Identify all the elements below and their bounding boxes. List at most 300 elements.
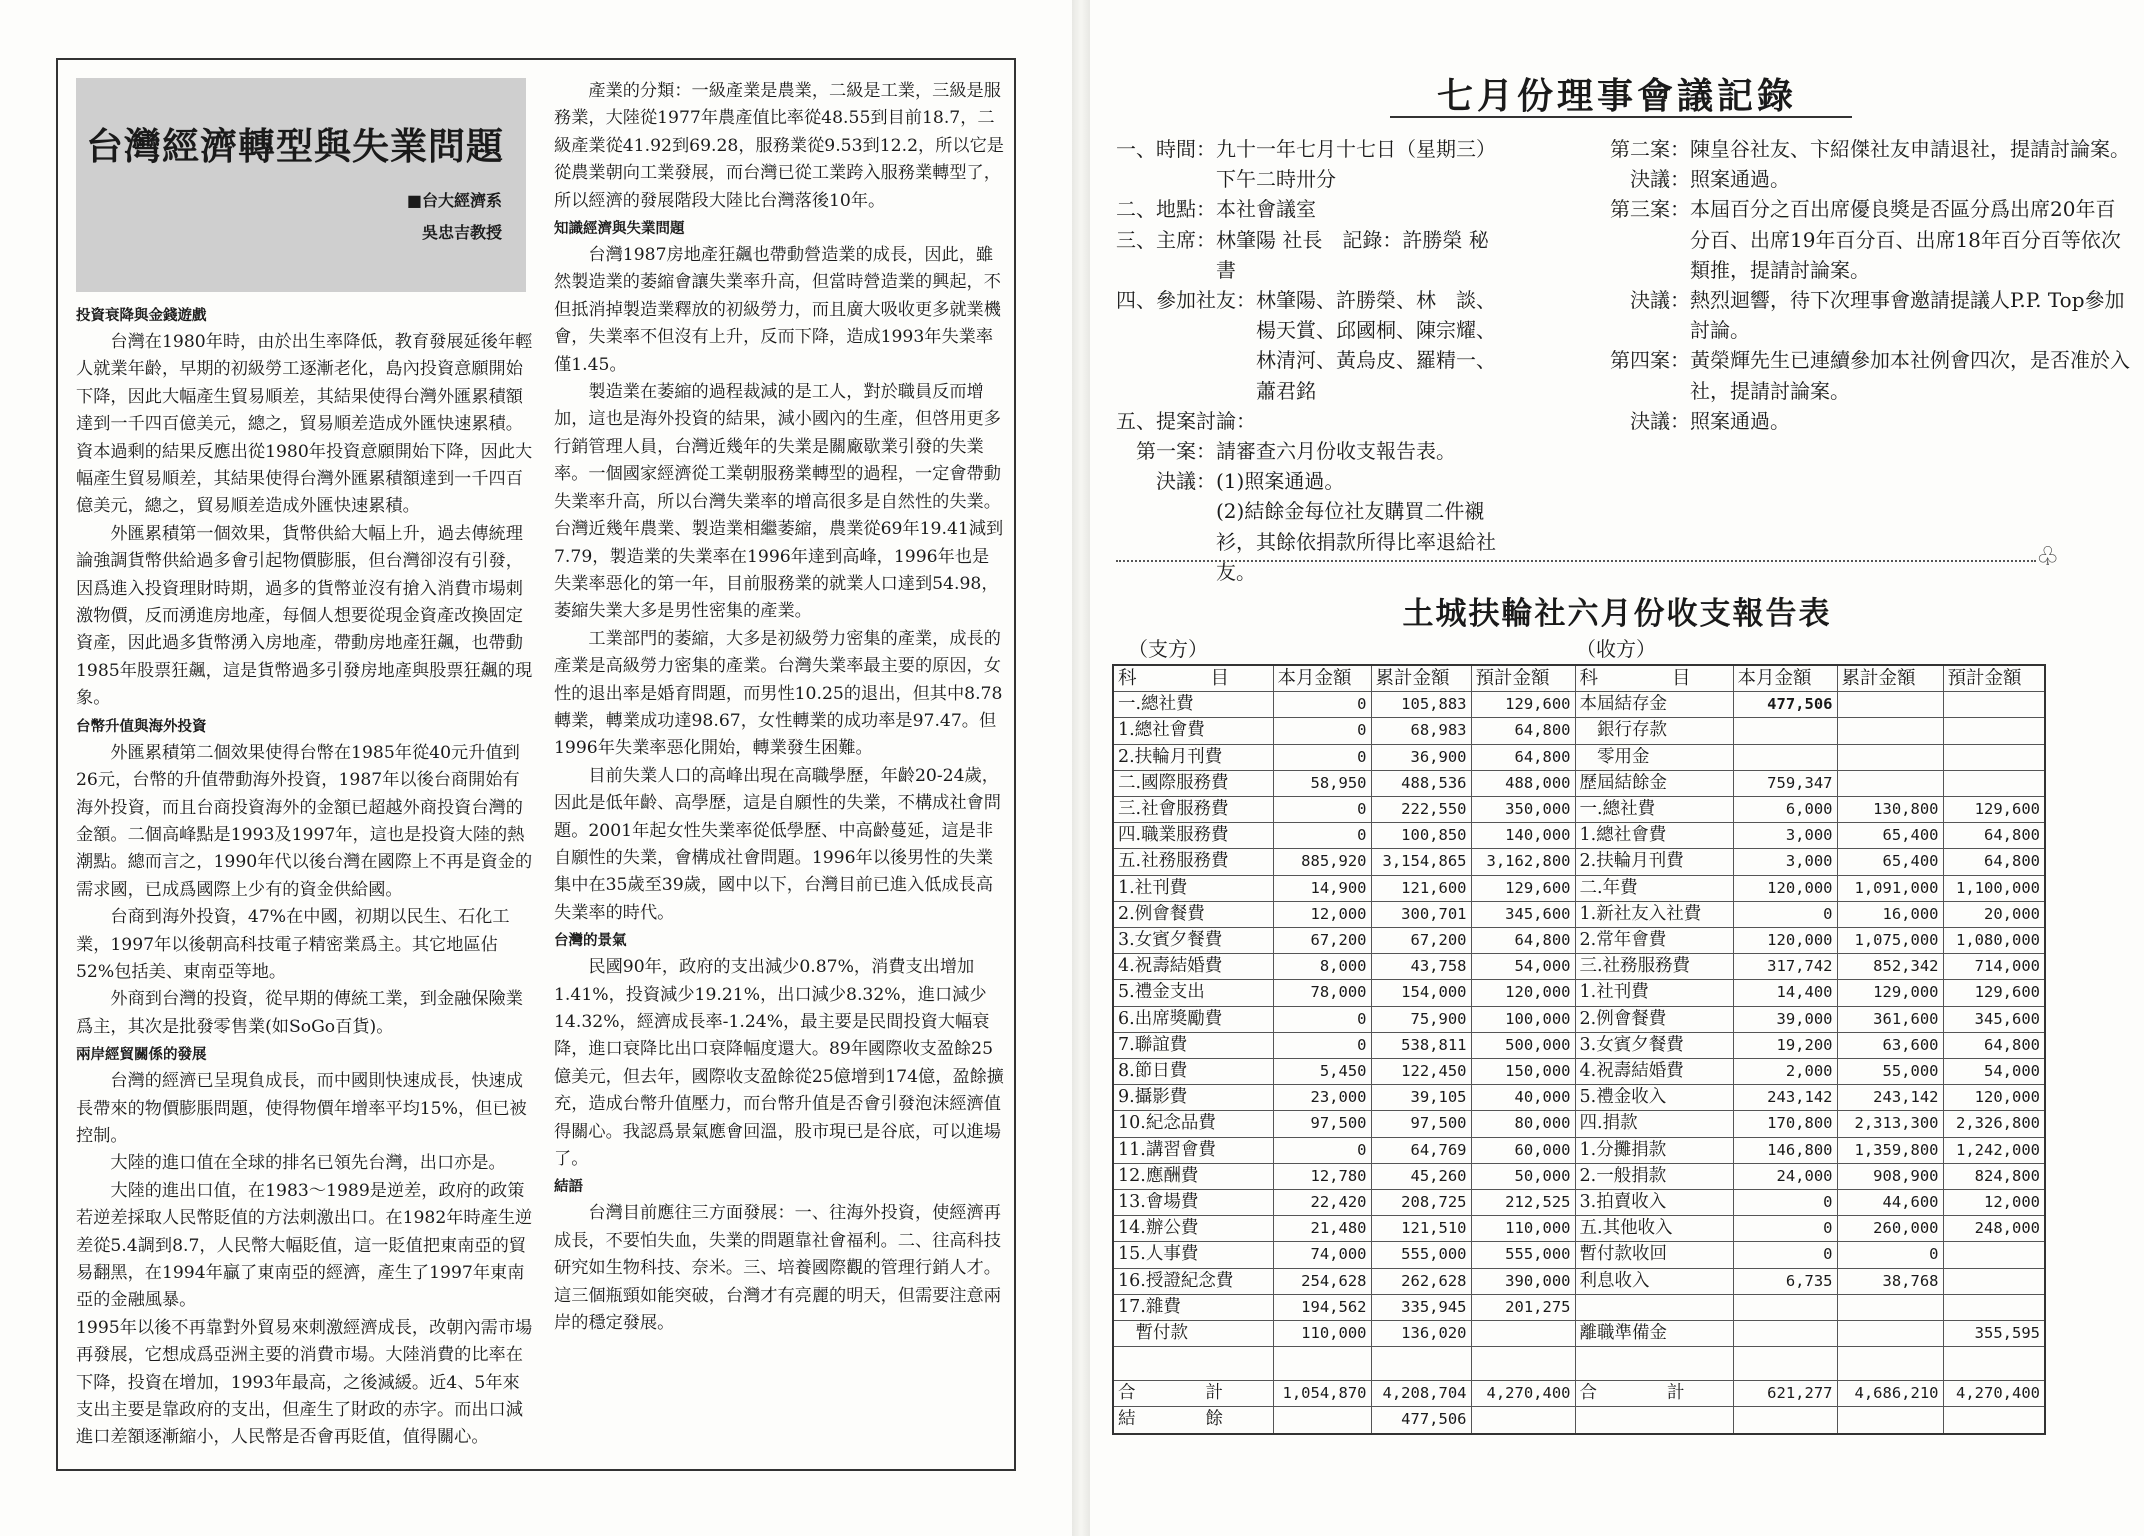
table-cell: 14.辦公費 <box>1113 1216 1273 1242</box>
table-cell: 64,800 <box>1471 744 1575 770</box>
table-cell: 345,600 <box>1471 901 1575 927</box>
minutes-item-value: 請審查六月份收支報告表。 <box>1216 439 1456 464</box>
table-cell: 300,701 <box>1371 901 1471 927</box>
table-cell: 零用金 <box>1575 744 1733 770</box>
table-cell: 335,945 <box>1371 1294 1471 1320</box>
table-cell: 43,758 <box>1371 954 1471 980</box>
minutes-title-underline <box>1390 116 1852 118</box>
minutes-item-value: 熱烈迴響，待下次理事會邀請提議人P.P. Top參加討論。 <box>1690 288 2125 343</box>
table-cell <box>1113 1347 1273 1381</box>
minutes-item-label: 第二案： <box>1610 137 1690 161</box>
table-cell: 14,400 <box>1733 980 1837 1006</box>
table-cell: 345,600 <box>1943 1006 2045 1032</box>
table-cell: 45,260 <box>1371 1163 1471 1189</box>
table-cell: 12,780 <box>1273 1163 1371 1189</box>
table-cell: 212,525 <box>1471 1190 1575 1216</box>
table-cell: 2.常年會費 <box>1575 928 1733 954</box>
table-cell: 0 <box>1273 1137 1371 1163</box>
table-cell: 40,000 <box>1471 1085 1575 1111</box>
table-cell: 預計金額 <box>1471 665 1575 692</box>
table-row <box>1113 980 2045 1006</box>
minutes-item <box>1116 285 1496 406</box>
table-cell: 75,900 <box>1371 1006 1471 1032</box>
article-column-1 <box>76 302 536 1452</box>
table-cell: 885,920 <box>1273 849 1371 875</box>
table-cell: 130,800 <box>1837 797 1943 823</box>
table-cell: 852,342 <box>1837 954 1943 980</box>
table-cell: 555,000 <box>1371 1242 1471 1268</box>
table-cell: 合 計 <box>1113 1381 1273 1407</box>
table-cell: 21,480 <box>1273 1216 1371 1242</box>
table-cell: 67,200 <box>1273 928 1371 954</box>
table-cell <box>1943 770 2045 796</box>
table-cell: 5.禮金收入 <box>1575 1085 1733 1111</box>
table-cell: 5,450 <box>1273 1059 1371 1085</box>
minutes-item-label: 決議： <box>1116 469 1216 494</box>
table-cell: 17.雜費 <box>1113 1294 1273 1320</box>
table-cell: 136,020 <box>1371 1321 1471 1347</box>
table-row <box>1113 954 2045 980</box>
minutes-title: 七月份理事會議記錄 <box>1436 75 1797 117</box>
table-cell: 58,950 <box>1273 770 1371 796</box>
table-cell <box>1943 744 2045 770</box>
table-cell: 1.總社會費 <box>1575 823 1733 849</box>
table-cell: 97,500 <box>1273 1111 1371 1137</box>
table-cell: 64,800 <box>1471 928 1575 954</box>
table-cell: 3.拍賣收入 <box>1575 1190 1733 1216</box>
minutes-item-label: 決議： <box>1610 167 1690 192</box>
table-cell: 4,270,400 <box>1471 1381 1575 1407</box>
article-title: 台灣經濟轉型與失業問題 <box>86 124 504 168</box>
table-cell: 243,142 <box>1837 1085 1943 1111</box>
table-cell: 14,900 <box>1273 875 1371 901</box>
table-cell: 暫付款 <box>1113 1321 1273 1347</box>
table-cell: 24,000 <box>1733 1163 1837 1189</box>
table-row <box>1113 928 2045 954</box>
table-cell: 68,983 <box>1371 718 1471 744</box>
minutes-item-label: 決議： <box>1610 288 1690 313</box>
table-cell: 64,800 <box>1471 718 1575 744</box>
table-cell: 361,600 <box>1837 1006 1943 1032</box>
table-cell: 154,000 <box>1371 980 1471 1006</box>
article-box <box>56 58 1016 1471</box>
table-cell <box>1943 1347 2045 1381</box>
table-cell: 1,100,000 <box>1943 875 2045 901</box>
minutes-item-value: 照案通過。 <box>1690 408 1790 433</box>
table-cell: 120,000 <box>1733 875 1837 901</box>
table-cell: 100,000 <box>1471 1006 1575 1032</box>
table-cell: 暫付款收回 <box>1575 1242 1733 1268</box>
table-cell: 65,400 <box>1837 849 1943 875</box>
table-cell: 38,768 <box>1837 1268 1943 1294</box>
table-row <box>1113 1006 2045 1032</box>
table-cell: 64,800 <box>1943 1032 2045 1058</box>
minutes-item <box>1116 134 1496 194</box>
minutes-item-value: 陳皇谷社友、卞紹傑社友申請退社，提請討論案。 <box>1690 137 2130 161</box>
table-cell: 355,595 <box>1943 1321 2045 1347</box>
table-cell <box>1943 718 2045 744</box>
table-cell: 54,000 <box>1471 954 1575 980</box>
table-cell: 16.授證紀念費 <box>1113 1268 1273 1294</box>
table-cell <box>1471 1407 1575 1434</box>
table-cell: 0 <box>1837 1242 1943 1268</box>
table-cell: 3,162,800 <box>1471 849 1575 875</box>
table-row <box>1113 1321 2045 1347</box>
minutes-item-value: 本屆百分之百出席優良獎是否區分爲出席20年百分百、出席19年百分百、出席18年百分百等依次類推，提請討論案。 <box>1690 197 2121 282</box>
table-row <box>1113 875 2045 901</box>
table-cell: 3,154,865 <box>1371 849 1471 875</box>
table-cell <box>1943 1294 2045 1320</box>
table-cell: 105,883 <box>1371 692 1471 718</box>
table-cell <box>1733 1347 1837 1381</box>
table-cell: 1,075,000 <box>1837 928 1943 954</box>
paragraph: 台灣的經濟已呈現負成長，而中國則快速成長，快速成長帶來的物價膨脹問題，使得物價年增率平均15%，但已被控制。 <box>76 1071 527 1146</box>
table-cell: 0 <box>1733 1190 1837 1216</box>
minutes-item <box>1116 225 1496 285</box>
paragraph: 民國90年，政府的支出減少0.87%，消費支出增加1.41%，投資減少19.21%，出口減少8.32%，進口減少14.32%，經濟成長率-1.24%，最主要是民間投資大幅衰降，進口衰降比出口衰降幅度還大。89年國際收支盈餘25億美元，但去年，國際收支盈餘從25億增到174億，盈餘擴充，造成台幣升值壓力，而台幣升值是否會引發泡沫經濟值得關心。我認爲景氣應會回溫，股市現已是谷底，可以進場了。 <box>554 957 1004 1170</box>
table-cell <box>1733 718 1837 744</box>
paragraph: 台灣目前應往三方面發展：一、往海外投資，使經濟再成長，不要怕失血，失業的問題靠社會福利。二、往高科技研究如生物科技、奈米。三、培養國際觀的管理行銷人才。這三個瓶頸如能突破，台灣才有亮麗的明天，但需要注意兩岸的穩定發展。 <box>554 1203 1001 1334</box>
table-cell: 63,600 <box>1837 1032 1943 1058</box>
minutes-item <box>1610 345 2130 405</box>
table-row <box>1113 718 2045 744</box>
table-cell: 2,326,800 <box>1943 1111 2045 1137</box>
table-cell <box>1837 1294 1943 1320</box>
table-cell: 科 目 <box>1113 665 1273 692</box>
table-cell: 129,600 <box>1471 875 1575 901</box>
table-cell: 120,000 <box>1943 1085 2045 1111</box>
paragraph: 產業的分類：一級產業是農業，二級是工業，三級是服務業，大陸從1977年農產值比率從48.55到目前18.7，二級產業從41.92到69.28，服務業從9.53到12.2，所以它是從農業朝向工業發展，而台灣已從工業跨入服務業轉型了，所以經濟的發展階段大陸比台灣落後10年。 <box>554 81 1004 211</box>
table-cell: 13.會場費 <box>1113 1190 1273 1216</box>
table-cell: 0 <box>1273 1032 1371 1058</box>
table-cell: 3.女賓夕餐費 <box>1113 928 1273 954</box>
table-cell: 結 餘 <box>1113 1407 1273 1434</box>
table-cell <box>1943 1268 2045 1294</box>
table-cell <box>1471 1347 1575 1381</box>
table-cell: 248,000 <box>1943 1216 2045 1242</box>
table-cell: 488,000 <box>1471 770 1575 796</box>
table-cell: 36,900 <box>1371 744 1471 770</box>
table-cell: 120,000 <box>1471 980 1575 1006</box>
table-cell: 243,142 <box>1733 1085 1837 1111</box>
table-cell: 555,000 <box>1471 1242 1575 1268</box>
table-cell: 122,450 <box>1371 1059 1471 1085</box>
table-cell: 477,506 <box>1371 1407 1471 1434</box>
minutes-item-value: 林肇陽、許勝榮、林 談、楊天賞、邱國桐、陳宗耀、林清河、黃烏皮、羅精一、蕭君銘 <box>1256 288 1496 403</box>
table-cell: 39,000 <box>1733 1006 1837 1032</box>
paragraph: 外商到台灣的投資，從早期的傳統工業，到金融保險業爲主，其次是批發零售業(如SoGo百貨)。 <box>76 989 523 1037</box>
table-cell: 110,000 <box>1273 1321 1371 1347</box>
minutes-item-label: 三、主席： <box>1116 227 1216 252</box>
table-cell: 260,000 <box>1837 1216 1943 1242</box>
table-cell: 3,000 <box>1733 823 1837 849</box>
table-cell <box>1371 1347 1471 1381</box>
table-row <box>1113 665 2045 692</box>
table-row <box>1113 1111 2045 1137</box>
table-cell: 1.新社友入社費 <box>1575 901 1733 927</box>
minutes-item-value: (2)結餘金每位社友購買二件襯衫，其餘依捐款所得比率退給社友。 <box>1216 499 1496 584</box>
byline-author: 吳忠吉教授 <box>421 223 502 242</box>
table-cell: 0 <box>1273 718 1371 744</box>
minutes-item-label <box>1116 496 1216 587</box>
table-cell: 4.祝壽結婚費 <box>1575 1059 1733 1085</box>
minutes-item-label: 五、提案討論： <box>1116 408 1256 433</box>
table-cell <box>1575 1347 1733 1381</box>
section-heading: 台灣的景氣 <box>554 933 627 950</box>
minutes-item <box>1610 164 2130 194</box>
table-cell: 0 <box>1273 744 1371 770</box>
minutes-item-label: 第四案： <box>1610 348 1690 373</box>
table-cell: 201,275 <box>1471 1294 1575 1320</box>
page-fold <box>1072 0 1090 1536</box>
table-cell: 50,000 <box>1471 1163 1575 1189</box>
table-cell: 利息收入 <box>1575 1268 1733 1294</box>
table-cell: 1.分攤捐款 <box>1575 1137 1733 1163</box>
minutes-item-value <box>1256 406 1496 436</box>
section-heading: 台幣升值與海外投資 <box>76 718 207 735</box>
paragraph: 台商到海外投資，47%在中國，初期以民生、石化工業，1997年以後朝高科技電子精密業爲主。其它地區佔52%包括美、東南亞等地。 <box>76 907 510 982</box>
table-row <box>1113 797 2045 823</box>
table-cell: 2,000 <box>1733 1059 1837 1085</box>
table-cell: 194,562 <box>1273 1294 1371 1320</box>
table-cell: 歷屆結餘金 <box>1575 770 1733 796</box>
minutes-right-column <box>1610 134 2130 436</box>
table-cell: 5.禮金支出 <box>1113 980 1273 1006</box>
table-cell: 1.社刊費 <box>1575 980 1733 1006</box>
section-divider <box>1116 560 2036 562</box>
table-cell: 15.人事費 <box>1113 1242 1273 1268</box>
table-cell: 80,000 <box>1471 1111 1575 1137</box>
table-row-blank <box>1113 1347 2045 1381</box>
table-cell: 四.職業服務費 <box>1113 823 1273 849</box>
table-cell <box>1273 1347 1371 1381</box>
table-cell: 390,000 <box>1471 1268 1575 1294</box>
table-cell: 54,000 <box>1943 1059 2045 1085</box>
paragraph: 大陸的進出口值，在1983～1989是逆差，政府的政策若逆差採取人民幣貶值的方法刺激出口。在1982年時產生逆差從5.4調到8.7，人民幣大幅貶值，這一貶值把東南亞的貿易翻黑，在1994年贏了東南亞的經濟，產生了1997年東南亞的金融風暴。 <box>76 1180 533 1311</box>
paragraph: 外匯累積第一個效果，貨幣供給大幅上升，過去傳統理論強調貨幣供給過多會引起物價膨脹，但台灣卻沒有引發，因爲進入投資理財時期，過多的貨幣並沒有搶入消費市場刺激物價，反而湧進房地產，每個人想要從現金資產改換固定資產，因此過多貨幣湧入房地產，帶動房地產狂飆，也帶動1985年股票狂飆，這是貨幣過多引發房地產與股票狂飆的現象。 <box>76 523 533 709</box>
table-cell: 16,000 <box>1837 901 1943 927</box>
table-cell <box>1943 692 2045 718</box>
table-cell: 2,313,300 <box>1837 1111 1943 1137</box>
table-row <box>1113 1190 2045 1216</box>
table-cell: 1,359,800 <box>1837 1137 1943 1163</box>
table-cell <box>1943 1407 2045 1434</box>
table-cell: 759,347 <box>1733 770 1837 796</box>
minutes-item <box>1116 466 1496 496</box>
table-cell: 824,800 <box>1943 1163 2045 1189</box>
table-cell: 累計金額 <box>1837 665 1943 692</box>
table-cell: 64,769 <box>1371 1137 1471 1163</box>
table-cell <box>1837 1407 1943 1434</box>
minutes-item-label: 四、參加社友： <box>1116 288 1256 313</box>
table-cell: 二.國際服務費 <box>1113 770 1273 796</box>
table-cell: 0 <box>1733 1242 1837 1268</box>
table-cell: 1,054,870 <box>1273 1381 1371 1407</box>
table-cell: 本月金額 <box>1733 665 1837 692</box>
table-row <box>1113 1381 2045 1407</box>
table-cell <box>1837 770 1943 796</box>
table-cell: 0 <box>1733 1216 1837 1242</box>
table-row <box>1113 1137 2045 1163</box>
table-cell: 本屆結存金 <box>1575 692 1733 718</box>
table-row <box>1113 901 2045 927</box>
table-cell: 621,277 <box>1733 1381 1837 1407</box>
table-cell: 23,000 <box>1273 1085 1371 1111</box>
table-cell <box>1575 1294 1733 1320</box>
table-cell: 4,270,400 <box>1943 1381 2045 1407</box>
table-row <box>1113 1216 2045 1242</box>
table-cell: 預計金額 <box>1943 665 2045 692</box>
report-table <box>1112 664 2046 1435</box>
minutes-item-label: 決議： <box>1610 408 1690 433</box>
minutes-item <box>1610 134 2130 164</box>
table-row <box>1113 1407 2045 1434</box>
minutes-item-label: 第一案： <box>1116 439 1216 464</box>
table-cell: 四.捐款 <box>1575 1111 1733 1137</box>
right-page <box>1090 0 2144 1536</box>
table-cell: 254,628 <box>1273 1268 1371 1294</box>
table-cell: 0 <box>1273 823 1371 849</box>
table-cell: 三.社會服務費 <box>1113 797 1273 823</box>
table-row <box>1113 1294 2045 1320</box>
table-cell: 908,900 <box>1837 1163 1943 1189</box>
byline-dept: ■台大經濟系 <box>406 191 502 210</box>
table-cell: 科 目 <box>1575 665 1733 692</box>
table-cell <box>1837 1347 1943 1381</box>
paragraph: 1995年以後不再靠對外貿易來刺激經濟成長，改朝內需市場再發展，它想成爲亞洲主要的消費市場。大陸消費的比率在下降，投資在增加，1993年最高，之後減緩。近4、5年來支出主要是靠政府的支出，但產生了財政的赤字。而出口減進口差額逐漸縮小，人民幣是否會再貶值，值得關心。 <box>76 1317 533 1448</box>
table-row <box>1113 692 2045 718</box>
section-heading: 兩岸經貿關係的發展 <box>76 1047 207 1064</box>
table-cell: 2.一般捐款 <box>1575 1163 1733 1189</box>
paragraph: 目前失業人口的高峰出現在高職學歷，年齡20-24歲，因此是低年齡、高學歷，這是自願性的失業，不構成社會問題。2001年起女性失業率從低學歷、中高齡蔓延，這是非自願性的失業，會構成社會問題。1996年以後男性的失業集中在35歲至39歲，國中以下，台灣目前已進入低成長高失業率的時代。 <box>554 765 1001 923</box>
minutes-item-value: 九十一年七月十七日（星期三）下午二時卅分 <box>1216 137 1496 192</box>
table-cell: 97,500 <box>1371 1111 1471 1137</box>
minutes-left-column <box>1116 134 1496 587</box>
table-row <box>1113 1242 2045 1268</box>
table-cell: 146,800 <box>1733 1137 1837 1163</box>
table-cell: 129,600 <box>1943 797 2045 823</box>
table-row <box>1113 1085 2045 1111</box>
table-cell <box>1733 1321 1837 1347</box>
table-cell: 五.其他收入 <box>1575 1216 1733 1242</box>
table-cell: 22,420 <box>1273 1190 1371 1216</box>
table-cell: 714,000 <box>1943 954 2045 980</box>
table-row <box>1113 1163 2045 1189</box>
section-heading: 投資衰降與金錢遊戲 <box>76 308 207 324</box>
table-cell: 121,600 <box>1371 875 1471 901</box>
table-cell: 317,742 <box>1733 954 1837 980</box>
minutes-item-value: (1)照案通過。 <box>1216 469 1345 494</box>
table-cell <box>1273 1407 1371 1434</box>
table-cell: 0 <box>1273 1006 1371 1032</box>
table-cell: 44,600 <box>1837 1190 1943 1216</box>
minutes-item-value: 黃榮輝先生已連續參加本社例會四次，是否准於入社，提請討論案。 <box>1690 348 2130 403</box>
table-cell: 150,000 <box>1471 1059 1575 1085</box>
table-cell: 累計金額 <box>1371 665 1471 692</box>
table-cell: 60,000 <box>1471 1137 1575 1163</box>
table-cell <box>1733 1294 1837 1320</box>
minutes-item <box>1610 406 2130 436</box>
table-cell: 74,000 <box>1273 1242 1371 1268</box>
table-cell: 20,000 <box>1943 901 2045 927</box>
table-cell: 2.扶輪月刊費 <box>1113 744 1273 770</box>
table-cell: 55,000 <box>1837 1059 1943 1085</box>
table-cell <box>1837 744 1943 770</box>
table-row <box>1113 770 2045 796</box>
table-cell: 6,735 <box>1733 1268 1837 1294</box>
paragraph: 製造業在萎縮的過程裁減的是工人，對於職員反而增加，這也是海外投資的結果，減小國內的生產，但啓用更多行銷管理人員，台灣近幾年的失業是關廠歇業引發的失業率。一個國家經濟從工業朝服務業轉型的過程，一定會帶動失業率升高，所以台灣失業率的增高很多是自然性的失業。台灣近幾年農業、製造業相繼萎縮，農業從69年19.41減到7.79，製造業的失業率在1996年達到高峰，1996年也是失業率惡化的第一年，目前服務業的就業人口達到54.98，萎縮失業大多是男性密集的產業。 <box>554 382 1004 622</box>
table-cell: 39,105 <box>1371 1085 1471 1111</box>
table-cell: 1,091,000 <box>1837 875 1943 901</box>
minutes-item-value: 本社會議室 <box>1216 197 1316 222</box>
minutes-item <box>1116 496 1496 587</box>
table-cell: 一.總社費 <box>1113 692 1273 718</box>
table-cell: 129,600 <box>1471 692 1575 718</box>
table-cell: 6.出席獎勵費 <box>1113 1006 1273 1032</box>
income-label: （收方） <box>1576 637 1656 661</box>
table-cell: 0 <box>1273 692 1371 718</box>
table-cell: 1.總社會費 <box>1113 718 1273 744</box>
table-cell: 本月金額 <box>1273 665 1371 692</box>
table-row <box>1113 849 2045 875</box>
table-cell: 19,200 <box>1733 1032 1837 1058</box>
minutes-item <box>1116 406 1496 436</box>
clover-icon: ♧ <box>2036 542 2060 572</box>
table-cell: 2.扶輪月刊費 <box>1575 849 1733 875</box>
table-cell: 65,400 <box>1837 823 1943 849</box>
table-cell: 6,000 <box>1733 797 1837 823</box>
table-cell: 11.講習會費 <box>1113 1137 1273 1163</box>
table-cell <box>1733 744 1837 770</box>
table-cell: 8.節日費 <box>1113 1059 1273 1085</box>
table-cell: 488,536 <box>1371 770 1471 796</box>
table-cell: 1,242,000 <box>1943 1137 2045 1163</box>
table-cell: 2.例會餐費 <box>1113 901 1273 927</box>
section-heading: 結語 <box>554 1179 583 1196</box>
table-cell: 477,506 <box>1733 692 1837 718</box>
minutes-item <box>1116 194 1496 224</box>
table-cell: 350,000 <box>1471 797 1575 823</box>
table-cell: 129,600 <box>1943 980 2045 1006</box>
table-cell: 170,800 <box>1733 1111 1837 1137</box>
table-cell: 12.應酬費 <box>1113 1163 1273 1189</box>
table-cell: 3.女賓夕餐費 <box>1575 1032 1733 1058</box>
minutes-item <box>1116 436 1496 466</box>
report-title: 土城扶輪社六月份收支報告表 <box>1402 596 1832 632</box>
table-cell: 二.年費 <box>1575 875 1733 901</box>
table-cell: 78,000 <box>1273 980 1371 1006</box>
table-cell: 9.攝影費 <box>1113 1085 1273 1111</box>
table-cell: 五.社務服務費 <box>1113 849 1273 875</box>
table-cell: 8,000 <box>1273 954 1371 980</box>
paragraph: 外匯累積第二個效果使得台幣在1985年從40元升值到26元，台幣的升值帶動海外投資，1987年以後台商開始有海外投資，而且台商投資海外的金額已超越外商投資台灣的金額。二個高峰點是1993及1997年，這也是投資大陸的熱潮點。總而言之，1990年代以後台灣在國際上不再是資金的需求國，已成爲國際上少有的資金供給國。 <box>76 742 533 900</box>
table-cell: 538,811 <box>1371 1032 1471 1058</box>
table-cell: 500,000 <box>1471 1032 1575 1058</box>
table-row <box>1113 1032 2045 1058</box>
table-row <box>1113 1059 2045 1085</box>
table-row <box>1113 1268 2045 1294</box>
table-cell: 208,725 <box>1371 1190 1471 1216</box>
table-cell <box>1943 1242 2045 1268</box>
table-cell <box>1733 1407 1837 1434</box>
paragraph: 台灣1987房地產狂飆也帶動營造業的成長，因此，雖然製造業的萎縮會讓失業率升高，但當時營造業的興起，不但抵消掉製造業釋放的初級勞力，而且廣大吸收更多就業機會，失業率不但沒有上升，反而下降，造成1993年失業率僅1.45。 <box>554 245 1001 375</box>
table-cell: 120,000 <box>1733 928 1837 954</box>
table-cell: 67,200 <box>1371 928 1471 954</box>
table-cell: 1,080,000 <box>1943 928 2045 954</box>
table-cell: 121,510 <box>1371 1216 1471 1242</box>
table-cell: 4,208,704 <box>1371 1381 1471 1407</box>
minutes-item <box>1610 285 2130 345</box>
